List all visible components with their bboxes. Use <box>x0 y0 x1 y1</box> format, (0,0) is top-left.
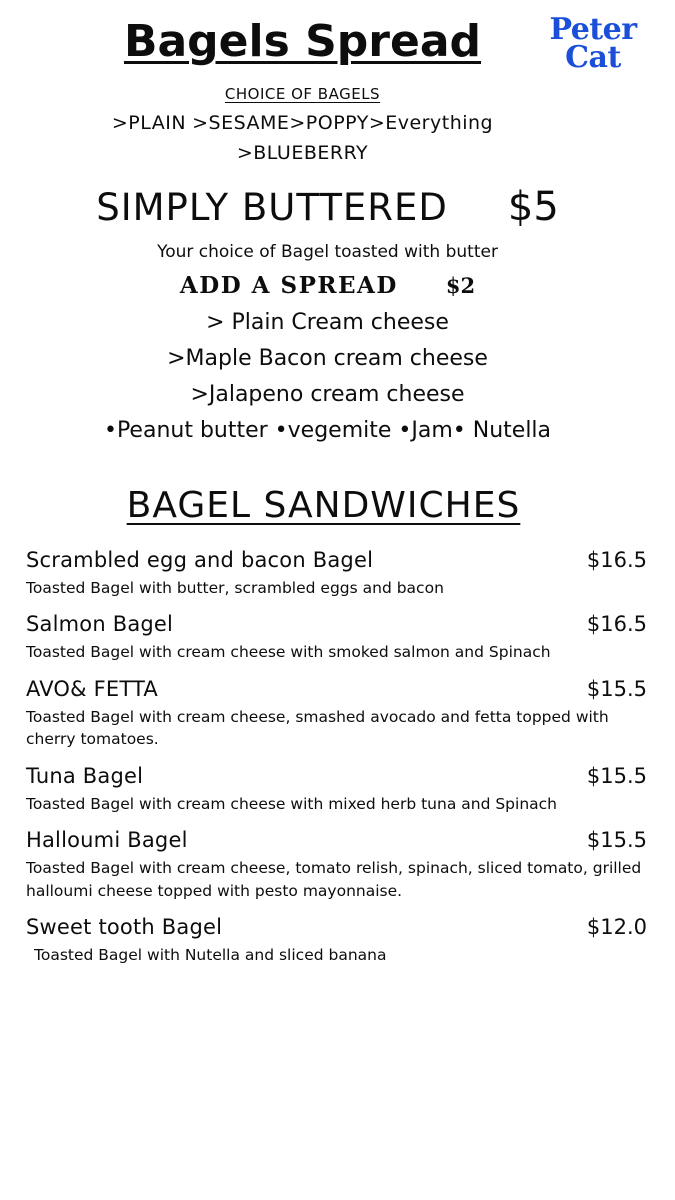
list-item <box>26 764 649 815</box>
list-item <box>26 828 649 902</box>
item-header <box>26 915 649 939</box>
bagel-options-row-1 <box>0 112 657 134</box>
bagel-option: >BLUEBERRY <box>236 142 369 164</box>
item-description: Toasted Bagel with cream cheese, tomato relish, spinach, sliced tomato, grilled halloumi cheese topped with pesto mayonnaise. <box>26 859 642 900</box>
item-name: Salmon Bagel <box>26 612 174 637</box>
brand-logo-line1: Peter <box>549 12 637 47</box>
item-name: Sweet tooth Bagel <box>26 915 223 940</box>
add-a-spread-price: $2 <box>445 273 476 298</box>
add-a-spread-row <box>0 272 657 299</box>
simply-buttered-price: $5 <box>507 184 559 230</box>
bagel-option: >Everything <box>368 112 494 134</box>
item-description: Toasted Bagel with cream cheese with smoked salmon and Spinach <box>26 643 551 662</box>
bagel-options-row-2 <box>0 142 657 164</box>
item-description: Toasted Bagel with Nutella and sliced banana <box>34 946 387 965</box>
item-price: $15.5 <box>586 828 647 853</box>
item-name: Tuna Bagel <box>26 763 144 788</box>
item-header <box>26 764 649 788</box>
spread-options-extra: •Peanut butter •vegemite •Jam• Nutella <box>103 418 552 443</box>
item-price: $12.0 <box>586 915 647 940</box>
list-item <box>26 612 649 663</box>
item-name: Halloumi Bagel <box>26 828 188 853</box>
page-title: Bagels Spread <box>123 16 482 67</box>
section-title-bagel-sandwiches: BAGEL SANDWICHES <box>126 485 521 526</box>
spread-option: >Maple Bacon cream cheese <box>167 346 488 371</box>
sandwich-list <box>18 548 657 967</box>
brand-logo-line2: Cat <box>565 39 621 75</box>
item-name: AVO& FETTA <box>26 676 158 701</box>
spread-option: >Jalapeno cream cheese <box>190 382 465 407</box>
spread-option: > Plain Cream cheese <box>206 310 449 335</box>
item-price: $16.5 <box>586 548 647 572</box>
item-header <box>26 548 649 572</box>
item-header <box>26 828 649 852</box>
item-name: Scrambled egg and bacon Bagel <box>26 548 374 572</box>
item-description: Toasted Bagel with butter, scrambled eggs and bacon <box>26 579 444 597</box>
simply-buttered-name: SIMPLY BUTTERED <box>96 186 448 229</box>
add-a-spread-title: ADD A SPREAD <box>179 272 398 299</box>
simply-buttered-row <box>0 184 657 230</box>
item-description: Toasted Bagel with cream cheese, smashed avocado and fetta topped with cherry tomatoes. <box>26 707 609 749</box>
choice-of-bagels-label: CHOICE OF BAGELS <box>224 85 381 103</box>
item-description: Toasted Bagel with cream cheese with mixed herb tuna and Spinach <box>26 794 557 813</box>
bagel-option: >SESAME <box>192 112 290 134</box>
item-header <box>26 677 649 701</box>
item-header <box>26 612 649 636</box>
simply-buttered-description: Your choice of Bagel toasted with butter <box>157 242 498 262</box>
list-item <box>26 677 649 751</box>
item-price: $15.5 <box>586 676 647 701</box>
item-price: $15.5 <box>586 763 647 788</box>
list-item <box>26 915 649 966</box>
bagel-option: >POPPY <box>289 112 369 134</box>
list-item <box>26 548 649 599</box>
item-price: $16.5 <box>586 612 647 637</box>
bagel-option: >PLAIN <box>111 112 187 134</box>
brand-logo <box>533 12 653 75</box>
